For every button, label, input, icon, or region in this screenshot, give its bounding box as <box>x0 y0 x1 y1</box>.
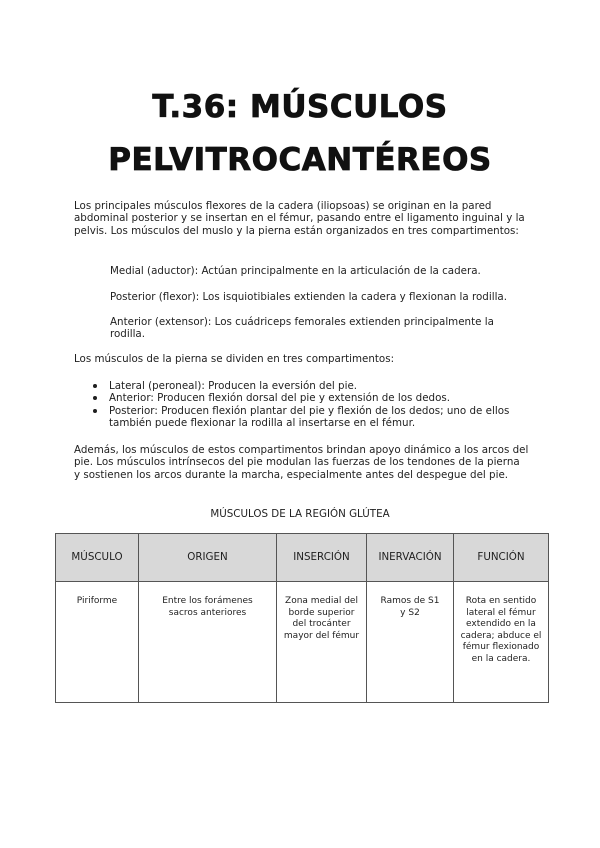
compartment-medial: Medial (aductor): Actúan principalmente en la articulación de la cadera. <box>110 265 481 277</box>
list-item: Anterior: Producen flexión dorsal del pie y extensión de los dedos. <box>92 392 522 404</box>
page-title-line-2: PELVITROCANTÉREOS <box>108 142 492 178</box>
header-insercion: INSERCIÓN <box>277 534 367 582</box>
cell-insercion: Zona medial del borde superior del trocánter mayor del fémur <box>277 582 367 703</box>
cell-origen: Entre los forámenes sacros anteriores <box>139 582 277 703</box>
header-musculo: MÚSCULO <box>56 534 139 582</box>
cell-inervacion: Ramos de S1 y S2 <box>367 582 454 703</box>
compartment-posterior: Posterior (flexor): Los isquiotibiales extienden la cadera y flexionan la rodilla. <box>110 291 508 303</box>
compartment-anterior: Anterior (extensor): Los cuádriceps femorales extienden principalmente la rodilla. <box>110 316 494 341</box>
cell-musculo: Piriforme <box>56 582 139 703</box>
leg-compartments-list <box>92 380 522 430</box>
header-funcion: FUNCIÓN <box>454 534 549 582</box>
intro-paragraph: Los principales músculos flexores de la cadera (iliopsoas) se originan en la pared abdominal posterior y se insertan en el fémur, pasando entre el ligamento inguinal y la pelvis. Los músculos del muslo y la pierna están organizados en tres compartimentos: <box>74 200 525 237</box>
closing-paragraph: Además, los músculos de estos compartimentos brindan apoyo dinámico a los arcos del pie. Los músculos intrínsecos del pie modulan las fuerzas de los tendones de la pierna y sostienen los arcos durante la marcha, especialmente antes del despegue del pie. <box>74 444 529 481</box>
gluteal-muscles-table <box>55 533 549 703</box>
table-caption: MÚSCULOS DE LA REGIÓN GLÚTEA <box>210 508 390 520</box>
leg-intro-paragraph: Los músculos de la pierna se dividen en tres compartimentos: <box>74 353 395 365</box>
list-item: Lateral (peroneal): Producen la eversión del pie. <box>92 380 522 392</box>
list-item: Posterior: Producen flexión plantar del pie y flexión de los dedos; uno de ellos también puede flexionar la rodilla al insertarse en el fémur. <box>92 405 522 430</box>
table-row <box>56 582 549 703</box>
header-inervacion: INERVACIÓN <box>367 534 454 582</box>
table-header-row <box>56 534 549 582</box>
page-title-line-1: T.36: MÚSCULOS <box>152 89 448 125</box>
header-origen: ORIGEN <box>139 534 277 582</box>
cell-funcion: Rota en sentido lateral el fémur extendido en la cadera; abduce el fémur flexionado en la cadera. <box>454 582 549 703</box>
